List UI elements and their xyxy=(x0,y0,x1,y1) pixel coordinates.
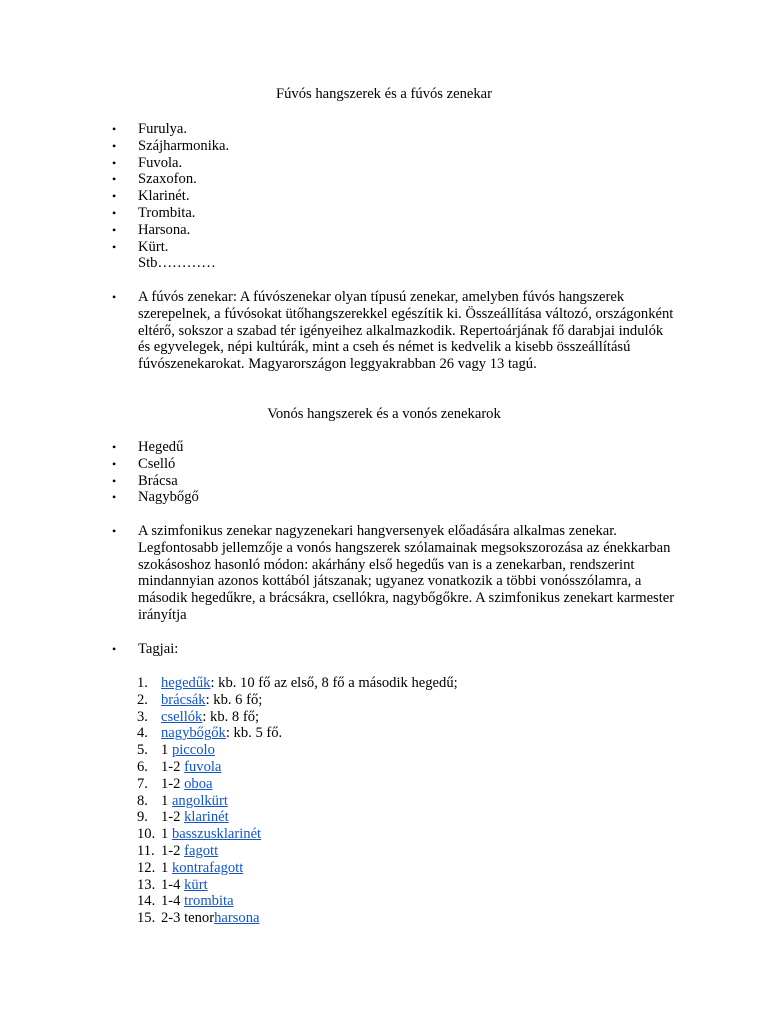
member-link[interactable]: kontrafagott xyxy=(171,859,244,876)
list-item xyxy=(0,489,698,506)
list-item xyxy=(0,289,678,373)
member-link[interactable]: harsona xyxy=(214,910,260,927)
member-item xyxy=(0,725,458,742)
bullet-icon: • xyxy=(112,222,117,237)
member-link[interactable]: klarinét xyxy=(184,809,229,826)
member-prefix: 1-2 xyxy=(161,758,185,775)
bullet-icon: • xyxy=(112,155,117,170)
member-prefix: 1-2 xyxy=(161,809,185,826)
member-link[interactable]: piccolo xyxy=(171,742,215,759)
list-item-text: Szaxofon. xyxy=(138,171,197,188)
bullet-icon: • xyxy=(112,290,117,304)
stb-text: Stb………… xyxy=(138,255,216,271)
member-prefix: 1 xyxy=(161,826,172,843)
member-link[interactable]: trombita xyxy=(184,893,234,910)
bullet-icon: • xyxy=(112,205,117,220)
member-prefix: 1-4 xyxy=(161,893,185,910)
member-link[interactable]: fagott xyxy=(184,842,219,859)
member-number: 2. xyxy=(137,691,148,708)
list-item-text: Szájharmonika. xyxy=(138,137,230,154)
member-item xyxy=(0,742,458,759)
member-number: 6. xyxy=(137,758,148,775)
member-number: 5. xyxy=(137,742,148,759)
member-link[interactable]: csellók xyxy=(161,708,203,725)
list-item xyxy=(0,239,698,256)
member-item xyxy=(0,893,458,910)
member-prefix: 2-3 tenor xyxy=(161,910,215,927)
list-item xyxy=(0,456,698,473)
list-item-text: Kürt. xyxy=(138,238,169,255)
member-item xyxy=(0,809,458,826)
string-instrument-list xyxy=(0,439,698,506)
list-item-text: Fuvola. xyxy=(138,154,183,171)
list-item-text: Klarinét. xyxy=(138,188,190,205)
member-link[interactable]: basszusklarinét xyxy=(171,826,262,843)
member-link[interactable]: oboa xyxy=(184,775,213,792)
list-item-text: Trombita. xyxy=(138,204,196,221)
heading-wind: Fúvós hangszerek és a fúvós zenekar xyxy=(276,86,492,102)
member-item xyxy=(0,692,458,709)
member-number: 14. xyxy=(137,893,156,910)
list-item-text: Harsona. xyxy=(138,221,191,238)
member-item xyxy=(0,675,458,692)
member-suffix: : kb. 10 fő az első, 8 fő a második hegedű; xyxy=(210,675,458,691)
member-number: 9. xyxy=(137,809,148,826)
list-item xyxy=(0,473,698,490)
member-suffix: : kb. 5 fő. xyxy=(225,725,283,742)
member-item xyxy=(0,877,458,894)
list-item xyxy=(0,205,698,222)
member-number: 13. xyxy=(137,876,156,893)
wind-instrument-list xyxy=(0,121,698,255)
bullet-icon: • xyxy=(112,172,117,187)
member-link[interactable]: angolkürt xyxy=(171,792,228,809)
list-item xyxy=(0,439,698,456)
orchestra-members-list xyxy=(0,675,458,927)
member-prefix: 1 xyxy=(161,792,172,809)
list-item xyxy=(0,121,698,138)
member-suffix: : kb. 8 fő; xyxy=(202,708,260,725)
member-prefix: 1-2 xyxy=(161,842,185,859)
member-item xyxy=(0,860,458,877)
member-number: 3. xyxy=(137,708,148,725)
member-item xyxy=(0,826,458,843)
member-prefix: 1 xyxy=(161,859,172,876)
list-item-text: Nagybőgő xyxy=(138,489,199,506)
member-suffix: : kb. 6 fő; xyxy=(205,691,263,708)
member-link[interactable]: brácsák xyxy=(161,691,206,708)
member-number: 12. xyxy=(137,859,156,876)
member-number: 4. xyxy=(137,725,148,742)
list-item-text: Brácsa xyxy=(138,472,178,489)
bullet-icon: • xyxy=(112,524,117,538)
member-item xyxy=(0,759,458,776)
member-link[interactable]: hegedűk xyxy=(161,675,211,691)
bullet-icon: • xyxy=(112,440,117,454)
member-item xyxy=(0,776,458,793)
bullet-icon: • xyxy=(112,473,117,488)
member-prefix: 1-2 xyxy=(161,775,185,792)
member-item xyxy=(0,793,458,810)
heading-strings: Vonós hangszerek és a vonós zenekarok xyxy=(267,406,501,422)
list-item-text: Hegedű xyxy=(138,439,184,455)
bullet-icon: • xyxy=(112,239,117,254)
member-number: 11. xyxy=(137,842,155,859)
wind-paragraph: A fúvós zenekar: A fúvószenekar olyan típusú zenekar, amelyben fúvós hangszerek szerepelnek, a fúvósokat ütőhangszerekkel egészítik ki. Összeállítása változó, országonként eltérő, sokszor a szabad tér igényeihez alkalmazkodik. Repertoárjának fő darabjai indulók és egyvelegek, népi kultúrák, mint a cseh és német is kedvelik a kisebb összeállítású fúvószenekarokat. Magyarországon leggyakrabban 26 vagy 13 tagú. xyxy=(138,289,674,373)
list-item xyxy=(0,171,698,188)
symphonic-paragraph: A szimfonikus zenekar nagyzenekari hangversenyek előadására alkalmas zenekar. Legfontosabb jellemzője a vonós hangszerek szólamainak megsokszorozása az énekkarban szokásoshoz hasonló módon: akárhány első hegedűs van is a zenekarban, rendszerint mindannyian azonos kottából játszanak; ugyanez vonatkozik a többi vonósszólamra, a második hegedűkre, a brácsákra, csellókra, nagybőgőkre. A szimfonikus zenekart karmester irányítja xyxy=(138,523,675,623)
members-label: Tagjai: xyxy=(138,641,179,657)
list-item xyxy=(0,138,698,155)
members-label-list xyxy=(0,641,678,658)
bullet-icon: • xyxy=(112,642,117,656)
member-number: 7. xyxy=(137,775,148,792)
member-number: 10. xyxy=(137,826,156,843)
member-prefix: 1 xyxy=(161,742,172,759)
bullet-icon: • xyxy=(112,122,117,136)
wind-paragraph-list xyxy=(0,289,678,373)
list-item xyxy=(0,188,698,205)
list-item-text: Cselló xyxy=(138,455,176,472)
list-item-text: Furulya. xyxy=(138,121,188,137)
member-number: 1. xyxy=(137,675,148,691)
member-link[interactable]: kürt xyxy=(184,876,208,893)
list-item xyxy=(0,641,678,658)
member-item xyxy=(0,709,458,726)
bullet-icon: • xyxy=(112,490,117,505)
list-item xyxy=(0,523,678,624)
bullet-icon: • xyxy=(112,189,117,204)
member-link[interactable]: fuvola xyxy=(184,758,222,775)
bullet-icon: • xyxy=(112,456,117,471)
member-number: 8. xyxy=(137,792,148,809)
list-item xyxy=(0,155,698,172)
list-item xyxy=(0,222,698,239)
symphonic-paragraph-list xyxy=(0,523,678,624)
bullet-icon: • xyxy=(112,138,117,153)
member-item xyxy=(0,910,458,927)
member-number: 15. xyxy=(137,910,156,927)
member-item xyxy=(0,843,458,860)
member-link[interactable]: nagybőgők xyxy=(161,725,226,742)
member-prefix: 1-4 xyxy=(161,876,185,893)
